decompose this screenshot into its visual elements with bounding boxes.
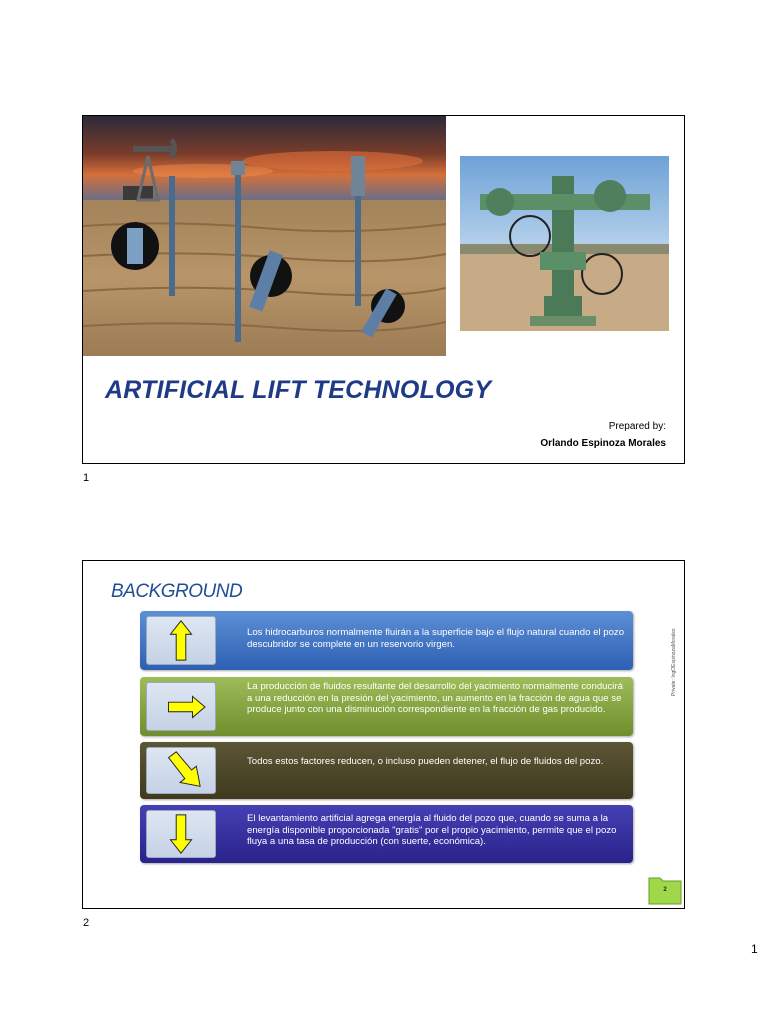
arrow-down-right-icon [146, 747, 216, 794]
list-item [140, 677, 633, 736]
arrow-down-icon [146, 810, 216, 858]
slide-number: 2 [83, 917, 90, 929]
arrow-right-icon [146, 682, 216, 731]
artificial-lift-illustration [83, 116, 446, 356]
presentation-title: ARTIFICIAL LIFT TECHNOLOGY [105, 376, 492, 404]
list-item-text: El levantamiento artificial agrega energía al fluido del pozo que, cuando se suma a la energía disponible proporcionada "gratis" por el propio yacimiento, permite que el pozo fluya a una tasa de producción (con suerte, económica). [247, 813, 617, 848]
slide-title: BACKGROUND [111, 581, 243, 602]
author-name: Orlando Espinoza Morales [540, 438, 666, 449]
page-number: 1 [751, 942, 758, 956]
side-watermark-text: Private: IngOEspinozaMorales [671, 628, 677, 696]
prepared-by-label: Prepared by: [608, 421, 666, 432]
slide-number: 1 [83, 472, 90, 484]
slide-number-badge [648, 875, 682, 905]
arrow-up-icon [146, 616, 216, 665]
list-item [140, 611, 633, 670]
background-slide [82, 560, 685, 909]
list-item-text: Todos estos factores reducen, o incluso pueden detener, el flujo de fluidos del pozo. [247, 756, 604, 767]
list-item [140, 742, 633, 799]
list-item-text: Los hidrocarburos normalmente fluirán a la superficie bajo el flujo natural cuando el pozo descubridor se complete en un reservorio virgen. [247, 627, 625, 650]
badge-number: 2 [663, 887, 667, 893]
list-item-text: La producción de fluidos resultante del desarrollo del yacimiento normalmente conducirá a una reducción en la presión del yacimiento, un aumento en la fracción de agua que se produce junto con una disminución correspondiente en la fracción de gas producido. [247, 681, 623, 716]
list-item [140, 805, 633, 863]
wellhead-christmas-tree-photo [460, 156, 669, 331]
title-slide [82, 115, 685, 464]
